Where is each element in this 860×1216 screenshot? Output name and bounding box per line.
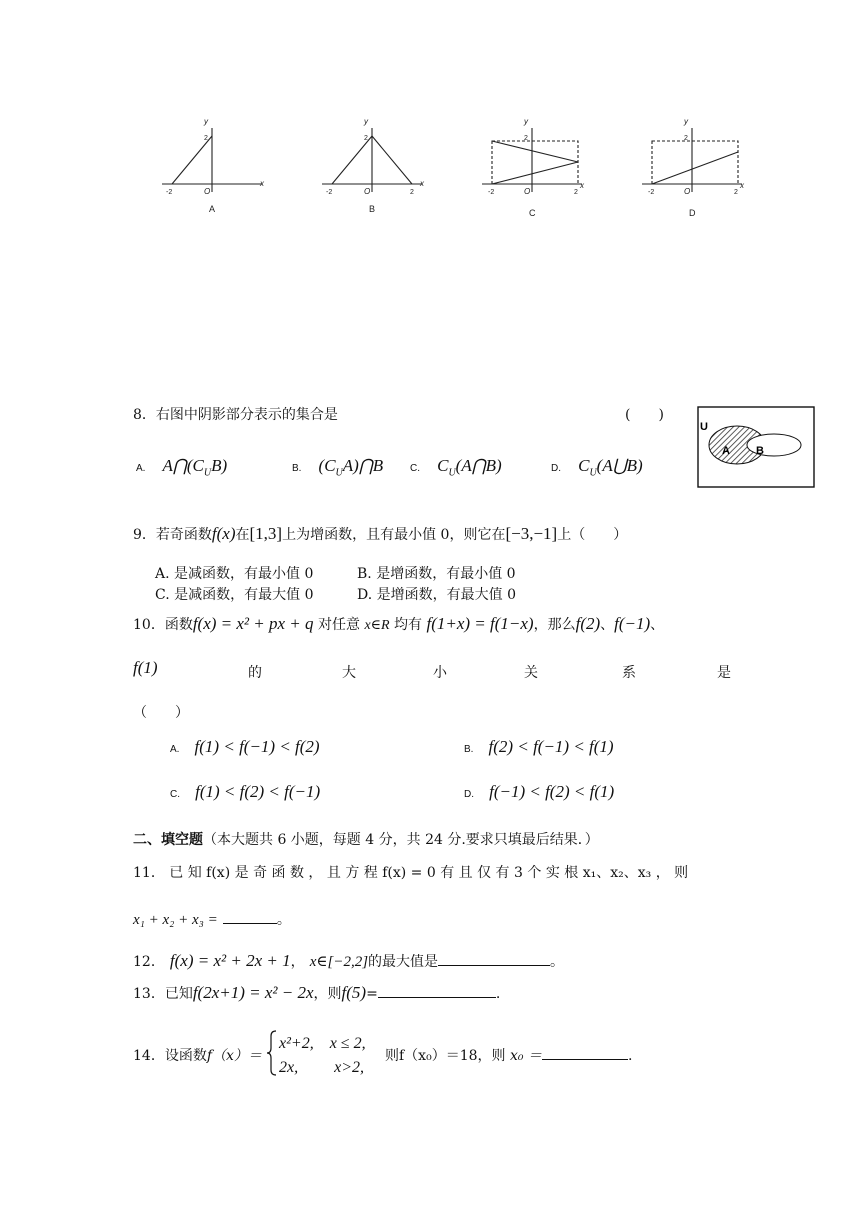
graph-b-x: x: [420, 179, 424, 188]
q12-answer-blank[interactable]: [438, 951, 550, 966]
q10-option-b: [464, 737, 614, 757]
q8-option-d-expr: $C_U(A⋃B)$: [578, 456, 643, 479]
q9-option-b: B. 是增函数，有最小值 0: [357, 566, 516, 582]
q9-end: 上（ ）: [557, 527, 628, 543]
q10-option-d: [464, 782, 614, 802]
q13: [133, 983, 500, 1003]
q9-fx: f(x): [211, 524, 236, 543]
q9-stem: [133, 524, 627, 544]
q8-option-b: [292, 456, 383, 478]
q10-option-c-expr: f(1) < f(2) < f(−1): [195, 782, 321, 801]
q10-word-3: 小: [433, 665, 447, 681]
q8-option-b-expr: $(C_UA)⋂B$: [318, 456, 384, 479]
q9-prefix: 9．若奇函数: [133, 527, 212, 543]
venn-diagram: [697, 406, 815, 488]
q11-line2: [133, 909, 291, 929]
q13-expr2: f(5): [341, 983, 367, 1002]
q10-stem: [133, 614, 664, 634]
q11-line1: 11． 已 知 f(x) 是 奇 函 数 ， 且 方 程 f(x) = 0 有 且 仅 有 3 个 实 根 x₁、x₂、x₃ ， 则: [133, 865, 689, 881]
q10-word-1: 的: [248, 665, 262, 681]
q10-option-b-expr: f(2) < f(−1) < f(1): [488, 737, 614, 756]
graph-label-a: A: [209, 204, 216, 214]
graph-label-b: B: [369, 204, 376, 214]
q12: [133, 951, 564, 971]
graph-a-x: x: [260, 179, 264, 188]
q9-interval2: [−3,−1]: [505, 524, 558, 543]
q8-answer-paren: ( ): [625, 407, 664, 423]
q8-option-a-letter: A.: [136, 463, 146, 474]
graph-b-tick-neg2: -2: [326, 189, 333, 196]
q14-end: .: [627, 1048, 633, 1064]
q14-x0: x₀ ＝: [509, 1048, 542, 1064]
q13-answer-blank[interactable]: [378, 983, 496, 998]
graph-a-origin: O: [204, 187, 211, 196]
q10-option-b-letter: B.: [464, 744, 474, 755]
graph-d-origin: O: [684, 187, 691, 196]
graph-c-tick-pos2: 2: [574, 189, 578, 196]
graph-a-tick-neg2: -2: [166, 189, 173, 196]
graph-d-tick-y2: 2: [684, 135, 688, 142]
graph-c-origin: O: [524, 187, 531, 196]
q13-mid: ，则: [313, 986, 342, 1002]
q12-mid: ，: [290, 954, 305, 970]
q10-sep: 、: [600, 617, 615, 633]
q10-option-d-letter: D.: [464, 789, 474, 800]
q8-option-c-letter: C.: [410, 463, 420, 474]
graph-c-tick-neg2: -2: [488, 189, 495, 196]
q9-option-d: D. 是增函数，有最大值 0: [357, 587, 516, 603]
q14-case2: 2x, x>2,: [279, 1059, 365, 1076]
q10-option-a-letter: A.: [170, 744, 180, 755]
q14-answer-blank[interactable]: [542, 1045, 628, 1060]
graph-d-x: x: [740, 181, 744, 190]
q14-rest: [385, 1045, 632, 1065]
q10-line2-expr: f(1): [133, 658, 158, 677]
q12-prefix: 12．: [133, 954, 165, 970]
q10-word-6: 是: [717, 665, 731, 681]
q11-end: 。: [276, 912, 291, 928]
graph-c-tick-y2: 2: [524, 135, 528, 142]
q10-expr3: f(1+x) = f(1−x): [426, 614, 534, 633]
q14-mid: 则: [385, 1048, 399, 1064]
graph-a-tick-y2: 2: [204, 135, 208, 142]
q14-prefix-text: 14．设函数: [133, 1048, 207, 1064]
q10-expr1: f(x) = x² + px + q: [192, 614, 314, 633]
function-graphs: [150, 110, 770, 220]
q10-option-a: [170, 737, 320, 757]
q10-option-c: [170, 782, 320, 802]
q10-mid: 对任意: [317, 617, 360, 633]
q11-answer-blank[interactable]: [223, 909, 277, 924]
q14-mid-fx: f（x₀）＝18，则: [399, 1048, 506, 1064]
q14-fx: f（x）＝: [206, 1048, 262, 1064]
q10-mid2: 均有: [394, 617, 423, 633]
q14-brace: [267, 1030, 277, 1076]
graph-b-y: y: [364, 117, 368, 126]
q10-word-4: 关: [524, 665, 538, 681]
q8-option-a: [136, 456, 227, 478]
venn-a-label: A: [722, 445, 730, 457]
q10-prefix: 10．函数: [133, 617, 193, 633]
q8-option-c: [410, 456, 502, 478]
graph-d-tick-neg2: -2: [648, 189, 655, 196]
graph-a-y: y: [204, 117, 208, 126]
q8-stem: 8．右图中阴影部分表示的集合是: [133, 407, 338, 423]
q14-case1: x²+2, x ≤ 2,: [279, 1035, 366, 1052]
graph-b-origin: O: [364, 187, 371, 196]
q10-mid3: ，那么: [533, 617, 576, 633]
venn-u-label: U: [700, 421, 708, 433]
q8-option-a-expr: $A⋂(C_UB)$: [162, 456, 228, 479]
graph-label-c: C: [529, 208, 536, 218]
graph-b-tick-pos2: 2: [410, 189, 414, 196]
q8-option-b-letter: B.: [292, 463, 302, 474]
q10-sep2: 、: [650, 617, 665, 633]
q13-prefix: 13．已知: [133, 986, 193, 1002]
section2-heading: [133, 829, 599, 849]
q13-eq: =: [366, 986, 378, 1002]
graph-c-y: y: [524, 117, 528, 126]
q10-expr2: x∈R: [364, 618, 390, 633]
q13-end: .: [495, 986, 501, 1002]
q12-end: 。: [550, 954, 565, 970]
q14-prefix: [133, 1045, 262, 1065]
q12-text: 的最大值是: [368, 954, 439, 970]
q9-interval1: [1,3]: [249, 524, 283, 543]
q10-option-c-letter: C.: [170, 789, 180, 800]
q12-expr: f(x) = x² + 2x + 1: [169, 951, 291, 970]
q10-expr4: f(2): [575, 614, 601, 633]
section2-title: 二、填空题: [133, 832, 203, 848]
q12-expr2: x∈[−2,2]: [309, 954, 369, 970]
q9-option-c: C. 是减函数，有最大值 0: [155, 587, 314, 603]
graph-b-tick-y2: 2: [364, 135, 368, 142]
q10-expr5: f(−1): [614, 614, 651, 633]
q10-word-5: 系: [622, 665, 636, 681]
q10-option-a-expr: f(1) < f(−1) < f(2): [194, 737, 320, 756]
q9-option-a: A. 是减函数，有最小值 0: [155, 566, 314, 582]
graph-label-d: D: [689, 208, 696, 218]
q8-option-d-letter: D.: [551, 463, 561, 474]
q10-option-d-expr: f(−1) < f(2) < f(1): [489, 782, 615, 801]
section2-note: （本大题共 6 小题，每题 4 分，共 24 分.要求只填最后结果．）: [203, 832, 599, 848]
q10-word-2: 大: [342, 665, 356, 681]
q9-mid2: 上为增函数，且有最小值 0，则它在: [282, 527, 506, 543]
q11-sum-expr: x₁ + x₂ + x₃ =: [133, 912, 218, 928]
q9-mid1: 在: [235, 527, 250, 543]
q10-answer-paren: （ ）: [133, 705, 189, 721]
q8-option-d: [551, 456, 643, 478]
graph-c-x: x: [580, 181, 584, 190]
q8-option-c-expr: $C_U(A⋂B)$: [437, 456, 502, 479]
graph-d-tick-pos2: 2: [734, 189, 738, 196]
q13-expr: f(2x+1) = x² − 2x: [192, 983, 314, 1002]
graph-d-y: y: [684, 117, 688, 126]
venn-b-label: B: [756, 445, 764, 457]
